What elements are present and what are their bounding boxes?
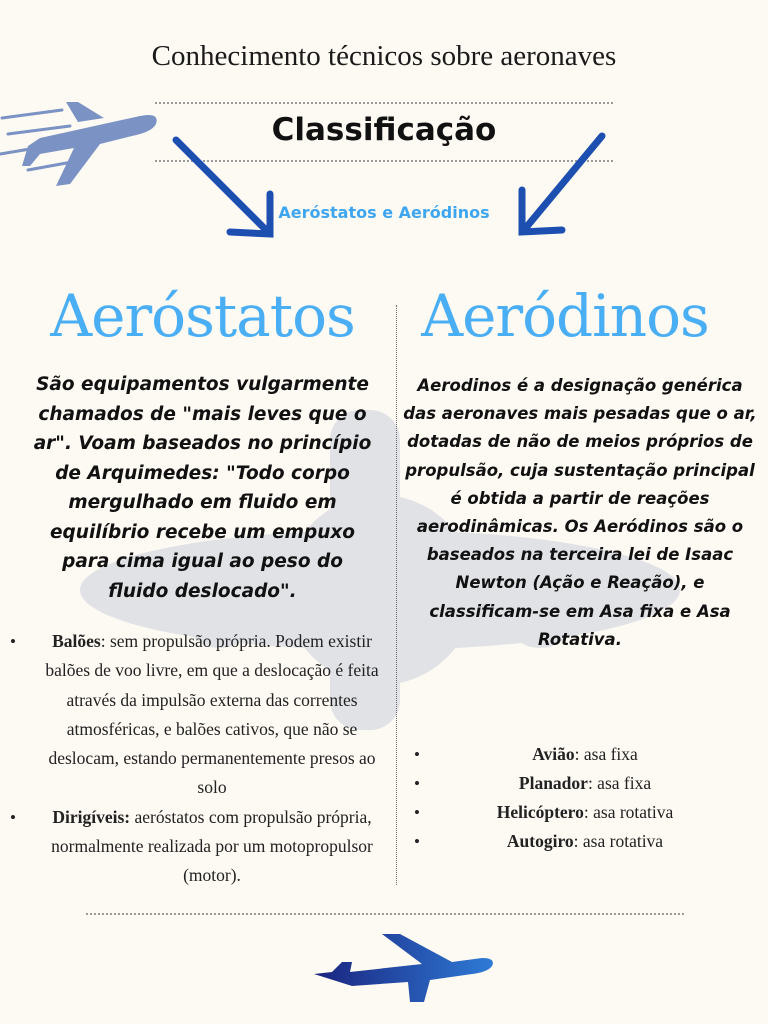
arrow-down-left-icon xyxy=(512,128,612,242)
list-item xyxy=(414,769,730,798)
item-text: : asa fixa xyxy=(574,744,638,764)
bullet-icon: • xyxy=(414,745,420,764)
list-item xyxy=(414,798,730,827)
item-term: Dirigíveis: xyxy=(52,806,131,827)
item-term: Planador xyxy=(518,773,588,793)
list-item xyxy=(414,740,730,769)
list-item xyxy=(10,803,388,891)
list-item xyxy=(10,627,388,803)
divider-rule xyxy=(86,913,684,915)
item-term: Avião xyxy=(532,744,575,764)
aerodinos-title: Aeródinos xyxy=(421,282,709,350)
airplane-icon xyxy=(312,928,496,1006)
aerodinos-description: Aerodinos é a designação genérica das aeronaves mais pesadas que o ar, dotadas de não de meios próprios de propulsão, cuja sustentação principal é obtida a partir de reações aerodinâmicas. Os Aeródinos são o baseados na terceira lei de Isaac Newton (Ação e Reação), e classificam-se em Asa fixa e Asa Rotativa. xyxy=(403,376,757,649)
subtitle: Aeróstatos e Aeródinos xyxy=(278,203,490,222)
aerostatos-list xyxy=(10,627,388,891)
column-divider xyxy=(396,305,397,885)
bullet-icon: • xyxy=(10,807,16,827)
item-term: Balões xyxy=(52,631,101,651)
list-item xyxy=(414,827,730,856)
bullet-icon: • xyxy=(414,832,420,851)
item-text: aeróstatos com propulsão própria, normalmente realizada por um motopropulsor (motor). xyxy=(51,806,373,886)
item-text: : asa rotativa xyxy=(583,802,674,822)
bullet-icon: • xyxy=(414,803,420,822)
arrow-down-right-icon xyxy=(168,132,283,244)
item-text: : asa rotativa xyxy=(573,831,664,851)
item-text: : asa fixa xyxy=(587,773,652,793)
bullet-icon: • xyxy=(414,774,420,793)
item-text: : sem propulsão própria. Podem existir balões de voo livre, em que a deslocação é feita através da impulsão externa das correntes atmosféricas, e balões cativos, que não se deslocam, estando permanentemente presos ao solo xyxy=(45,631,379,798)
document-title: Conhecimento técnicos sobre aeronaves xyxy=(151,40,617,72)
bullet-icon: • xyxy=(10,632,16,651)
aerodinos-list xyxy=(414,740,730,856)
item-term: Helicóptero xyxy=(496,802,584,822)
aerostatos-title: Aeróstatos xyxy=(50,282,355,350)
divider-rule xyxy=(155,102,613,104)
aerostatos-description: São equipamentos vulgarmente chamados de "mais leves que o ar". Voam baseados no princípio de Arquimedes: "Todo corpo mergulhado em fluido em equilíbrio recebe um empuxo para cima igual ao peso do fluido deslocado". xyxy=(33,374,372,602)
item-term: Autogiro xyxy=(506,831,574,851)
section-heading: Classificação xyxy=(271,112,497,148)
